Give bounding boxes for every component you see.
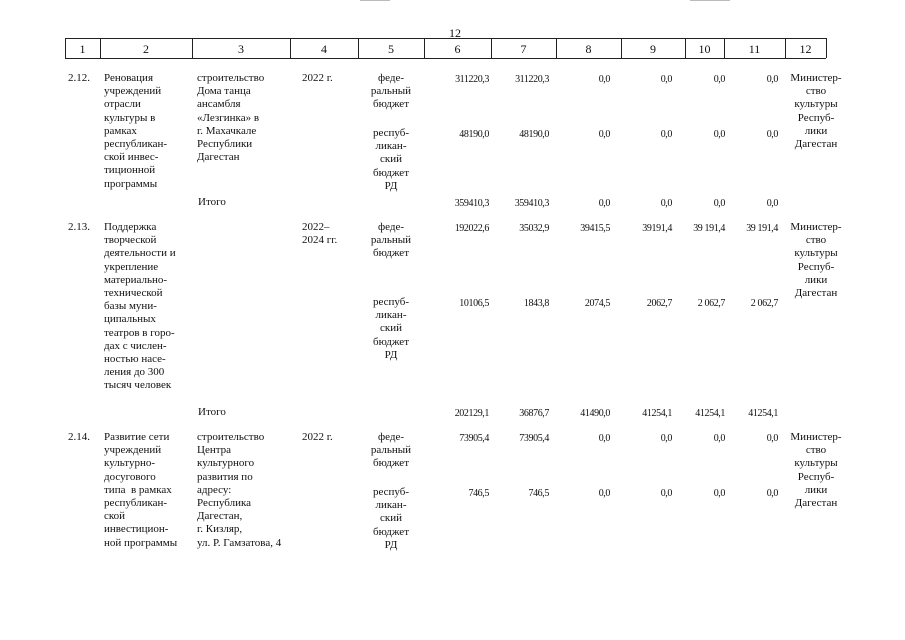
amount-cell: 0,0 [766, 74, 778, 85]
event-name: Развитие сети учреждений культурно- досугового типа в рамках республикан- ской инвестицион- ной программы [104, 431, 178, 549]
amount-cell: 746,5 [468, 488, 489, 499]
total-amount: 41254,1 [748, 408, 778, 419]
total-amount: 0,0 [766, 198, 778, 209]
amount-cell: 48190,0 [519, 129, 549, 140]
amount-cell: 0,0 [660, 74, 672, 85]
executor: Министер- ство культуры Респуб- лики Дагестан [790, 221, 842, 300]
amount-cell: 0,0 [713, 488, 725, 499]
amount-cell: 2 062,7 [750, 298, 778, 309]
amount-cell: 73905,4 [459, 433, 489, 444]
amount-cell: 2062,7 [646, 298, 672, 309]
amount-cell: 39415,5 [580, 223, 610, 234]
page-number: 12 [449, 26, 461, 40]
amount-cell: 2074,5 [584, 298, 610, 309]
header-cell-4: 4 [321, 42, 327, 56]
scan-artifact [690, 0, 730, 1]
total-amount: 41254,1 [642, 408, 672, 419]
amount-cell: 10106,5 [459, 298, 489, 309]
total-label: Итого [198, 196, 226, 208]
total-amount: 0,0 [660, 198, 672, 209]
header-cell-6: 6 [454, 42, 461, 56]
amount-cell: 311220,3 [455, 74, 489, 85]
period: 2022– 2024 гг. [302, 221, 338, 247]
amount-cell: 0,0 [766, 129, 778, 140]
total-amount: 36876,7 [519, 408, 549, 419]
scan-artifact [360, 0, 390, 1]
header-cell-9: 9 [650, 42, 656, 56]
executor: Министер- ство культуры Респуб- лики Дагестан [790, 431, 842, 510]
header-cell-10: 10 [698, 42, 711, 56]
period: 2022 г. [302, 72, 333, 84]
amount-cell: 0,0 [766, 433, 778, 444]
amount-cell: 0,0 [660, 129, 672, 140]
header-cell-12: 12 [799, 42, 812, 56]
amount-cell: 0,0 [598, 74, 610, 85]
amount-cell: 39191,4 [642, 223, 672, 234]
funding-source: феде- ральный бюджет [370, 72, 412, 111]
header-top-rule [65, 38, 826, 39]
funding-source: респуб- ликан- ский бюджет РД [372, 127, 410, 192]
total-amount: 41490,0 [580, 408, 610, 419]
row-number: 2.12. [68, 72, 90, 84]
header-divider [826, 38, 827, 58]
amount-cell: 39 191,4 [746, 223, 778, 234]
event-name: Реновация учреждений отрасли культуры в рамках республикан- ской инвес- тиционной программы [104, 72, 168, 190]
amount-cell: 746,5 [528, 488, 549, 499]
object-name: строительство Дома танца ансамбля «Лезгинка» в г. Махачкале Республики Дагестан [197, 72, 265, 164]
amount-cell: 0,0 [598, 129, 610, 140]
total-label: Итого [198, 406, 226, 418]
header-cell-5: 5 [388, 42, 394, 56]
funding-source: респуб- ликан- ский бюджет РД [372, 486, 410, 551]
total-amount: 41254,1 [695, 408, 725, 419]
funding-source: феде- ральный бюджет [370, 431, 412, 470]
amount-cell: 39 191,4 [693, 223, 725, 234]
amount-cell: 0,0 [713, 129, 725, 140]
amount-cell: 1843,8 [523, 298, 549, 309]
amount-cell: 0,0 [660, 488, 672, 499]
amount-cell: 311220,3 [515, 74, 549, 85]
executor: Министер- ство культуры Респуб- лики Дагестан [790, 72, 842, 151]
period: 2022 г. [302, 431, 333, 443]
header-cell-2: 2 [143, 42, 149, 56]
amount-cell: 48190,0 [459, 129, 489, 140]
total-amount: 359410,3 [514, 198, 549, 209]
funding-source: респуб- ликан- ский бюджет РД [372, 296, 410, 361]
amount-cell: 0,0 [766, 488, 778, 499]
amount-cell: 0,0 [598, 488, 610, 499]
total-amount: 359410,3 [454, 198, 489, 209]
funding-source: феде- ральный бюджет [370, 221, 412, 260]
object-name: строительство Центра культурного развития по адресу: Республика Дагестан, г. Кизляр, ул. Р. Гамзатова, 4 [197, 431, 282, 549]
header-cell-7: 7 [520, 42, 527, 56]
amount-cell: 0,0 [713, 74, 725, 85]
amount-cell: 2 062,7 [697, 298, 725, 309]
amount-cell: 73905,4 [519, 433, 549, 444]
total-amount: 202129,1 [454, 408, 489, 419]
amount-cell: 0,0 [598, 433, 610, 444]
amount-cell: 192022,6 [454, 223, 489, 234]
row-number: 2.14. [68, 431, 90, 443]
header-bottom-rule [65, 58, 826, 59]
header-cell-11: 11 [748, 42, 761, 56]
amount-cell: 0,0 [713, 433, 725, 444]
amount-cell: 0,0 [660, 433, 672, 444]
header-cell-1: 1 [79, 42, 86, 56]
total-amount: 0,0 [598, 198, 610, 209]
amount-cell: 35032,9 [519, 223, 549, 234]
event-name: Поддержка творческой деятельности и укрепление материально- технической базы муни- ципальных театров в горо- дах с числен- ностью насе- ления до 300 тысяч человек [104, 221, 176, 392]
header-cell-3: 3 [238, 42, 244, 56]
header-cell-8: 8 [585, 42, 592, 56]
total-amount: 0,0 [713, 198, 725, 209]
row-number: 2.13. [68, 221, 90, 233]
